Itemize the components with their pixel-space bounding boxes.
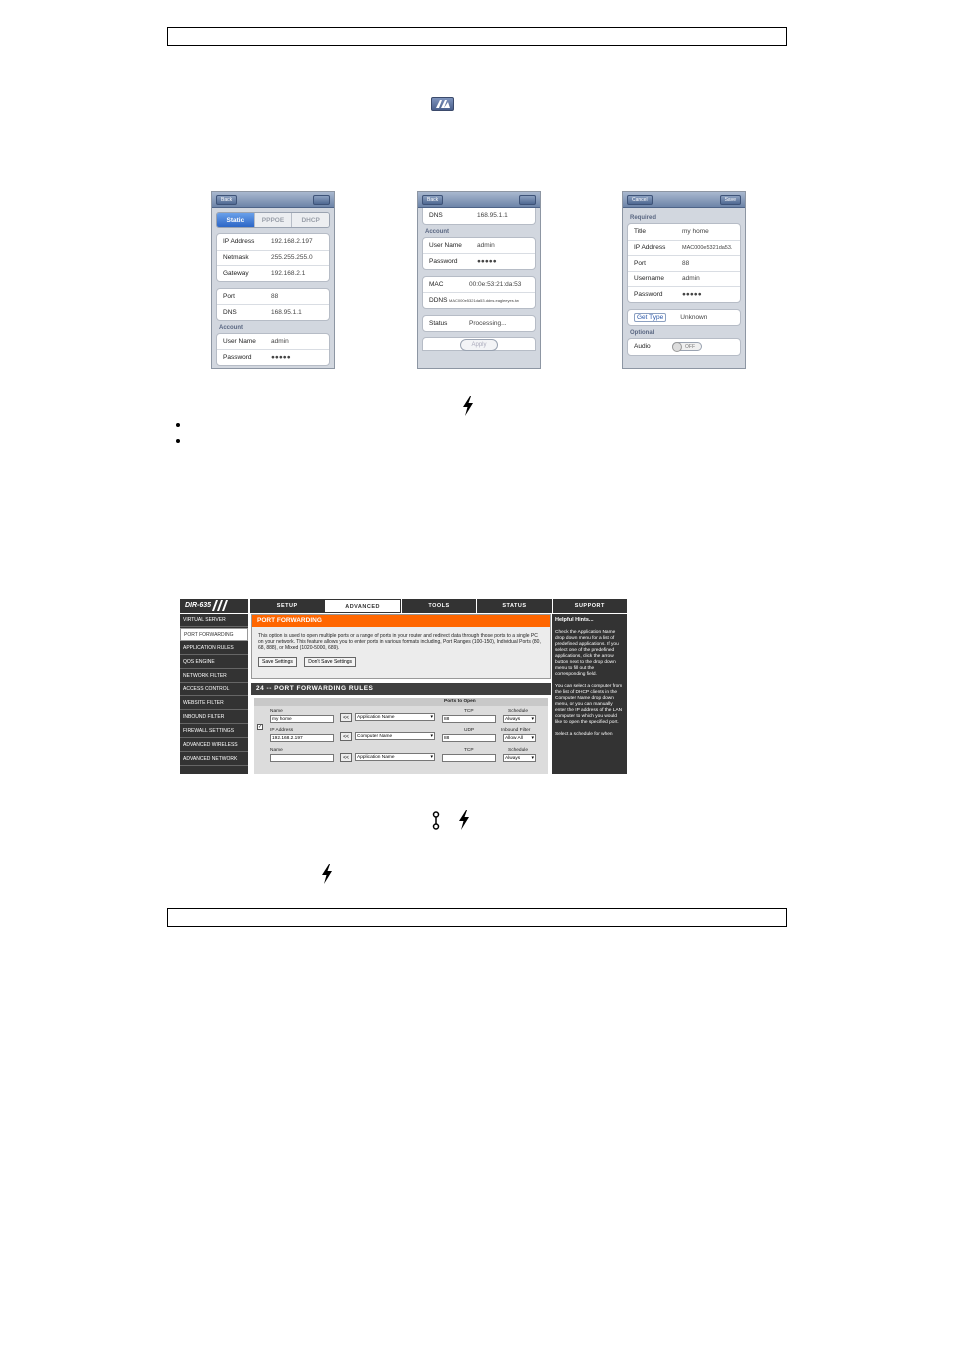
mac-row[interactable]: MAC 00:0e:53:21:da:53	[429, 280, 522, 288]
password-row[interactable]: Password ●●●●●	[628, 286, 740, 302]
app-logo-icon	[431, 97, 454, 111]
account-group	[216, 333, 330, 366]
dns-row[interactable]: DNS 168.95.1.1	[429, 212, 508, 220]
fill-application-button[interactable]: <<	[340, 713, 352, 722]
account-header: Account	[425, 228, 449, 235]
password-row[interactable]: Password ●●●●●	[423, 253, 535, 269]
sidebar-item-website-filter[interactable]: WEBSITE FILTER	[180, 697, 248, 710]
audio-row: Audio OFF	[628, 339, 740, 355]
ports-to-open-header: Ports to Open	[444, 699, 476, 704]
lightning-icon	[456, 810, 472, 830]
application-name-select[interactable]: Application Name ▾	[355, 753, 435, 761]
router-logo: DIR-635	[180, 599, 248, 613]
rules-title: 24 -- PORT FORWARDING RULES	[251, 683, 551, 695]
save-settings-button[interactable]: Save Settings	[258, 657, 297, 667]
schedule-select[interactable]: Always ▾	[503, 715, 536, 723]
cancel-button[interactable]: Cancel	[627, 195, 653, 205]
title-row[interactable]: Title my home	[634, 228, 709, 236]
router-tab-bar	[249, 599, 627, 613]
required-group	[627, 223, 741, 303]
sidebar-item-application-rules[interactable]: APPLICATION RULES	[180, 642, 248, 655]
apply-button[interactable]: Apply	[460, 339, 498, 351]
hints-text: You can select a computer from the list of DHCP clients in the Computer Name drop down menu, or you can manually enter the IP address of the LAN computer to which you would like to open the specified port.	[555, 684, 623, 725]
save-button[interactable]: Save	[720, 195, 741, 205]
segment-dhcp[interactable]: DHCP	[291, 213, 329, 227]
username-row[interactable]: User Name admin	[223, 337, 289, 345]
nav-bar	[212, 192, 334, 208]
tcp-port-input[interactable]	[442, 754, 496, 762]
username-row[interactable]: Username admin	[628, 271, 740, 287]
port-forwarding-rules	[251, 683, 551, 774]
rule-name-input[interactable]	[270, 754, 334, 762]
dns-row[interactable]: DNS 168.95.1.1	[217, 304, 329, 320]
phone-screen-account-status	[417, 191, 541, 369]
rule-enable-checkbox[interactable]: ✓	[258, 724, 263, 730]
apply-group	[422, 337, 536, 351]
router-sidebar	[180, 614, 248, 774]
phone-screen-network-settings	[211, 191, 335, 369]
tab-tools[interactable]: TOOLS	[401, 599, 476, 613]
page-header-box	[167, 27, 787, 46]
username-row[interactable]: User Name admin	[429, 241, 495, 249]
tcp-port-input[interactable]: 88	[442, 715, 496, 723]
optional-group	[627, 338, 741, 356]
required-header: Required	[630, 215, 657, 221]
sidebar-item-virtual-server[interactable]: VIRTUAL SERVER	[180, 614, 248, 627]
hints-text: Select a schedule for when	[555, 732, 613, 737]
port-row[interactable]: Port 88	[223, 292, 279, 300]
lightning-icon	[319, 864, 335, 884]
sidebar-item-access-control[interactable]: ACCESS CONTROL	[180, 683, 248, 696]
panel-description: This option is used to open multiple ports or a range of ports in your router and redirect data through those ports to a single PC on your network. This feature allows you to enter ports in various formats including, Port Ranges (100-150), Individual Ports (80, 68, 888), or Mixed (1020-5000, 689).	[258, 633, 541, 651]
key-icon	[431, 811, 441, 830]
udp-port-input[interactable]: 88	[442, 734, 496, 742]
optional-header: Optional	[630, 330, 655, 336]
gettype-row: Get Type Unknown	[628, 310, 740, 326]
computer-name-select[interactable]: Computer Name ▾	[355, 732, 435, 740]
gettype-group	[627, 309, 741, 327]
status-row: Status Processing...	[429, 319, 507, 327]
rule-name-input[interactable]: my home	[270, 715, 334, 723]
hints-title: Helpful Hints...	[555, 617, 594, 623]
nav-bar	[623, 192, 745, 208]
fill-application-button[interactable]: <<	[340, 753, 352, 762]
page-footer-box	[167, 908, 787, 927]
sidebar-item-advanced-wireless[interactable]: ADVANCED WIRELESS	[180, 739, 248, 752]
bullet-point	[176, 439, 180, 443]
back-button[interactable]: Back	[216, 195, 237, 205]
segment-static[interactable]: Static	[217, 213, 254, 227]
port-forwarding-panel	[251, 614, 551, 679]
account-header: Account	[219, 324, 243, 331]
account-group	[422, 237, 536, 270]
connection-type-segment[interactable]	[216, 212, 330, 228]
fill-computer-button[interactable]: <<	[340, 732, 352, 741]
app-logo-icon	[313, 195, 330, 205]
sidebar-item-network-filter[interactable]: NETWORK FILTER	[180, 670, 248, 683]
app-logo-icon	[519, 195, 536, 205]
sidebar-item-advanced-network[interactable]: ADVANCED NETWORK	[180, 753, 248, 766]
tab-setup[interactable]: SETUP	[249, 599, 324, 613]
ip-address-row[interactable]: IP Address 192.168.2.197	[223, 238, 313, 246]
audio-toggle[interactable]: OFF	[672, 342, 702, 351]
tab-support[interactable]: SUPPORT	[552, 599, 627, 613]
sidebar-item-firewall-settings[interactable]: FIREWALL SETTINGS	[180, 725, 248, 738]
lightning-icon	[460, 396, 476, 416]
sidebar-item-port-forwarding[interactable]: PORT FORWARDING	[180, 628, 248, 641]
port-row[interactable]: Port 88	[628, 255, 740, 271]
bullet-point	[176, 423, 180, 427]
hints-text: Check the Application Name drop down menu for a list of predefined applications. If you select one of the predefined applications, click the arrow button next to the drop down menu to fill out the corresponding field.	[555, 630, 619, 677]
back-button[interactable]: Back	[422, 195, 443, 205]
port-group	[216, 288, 330, 321]
ddns-row[interactable]: DDNS MAC000e5321da53.ddns.eagleeyes.tw	[423, 292, 535, 308]
sidebar-item-qos-engine[interactable]: QOS ENGINE	[180, 656, 248, 669]
tab-advanced[interactable]: ADVANCED	[324, 599, 400, 613]
password-row[interactable]: Password ●●●●●	[217, 349, 329, 365]
sidebar-item-inbound-filter[interactable]: INBOUND FILTER	[180, 711, 248, 724]
application-name-select[interactable]: Application Name ▾	[355, 713, 435, 721]
router-port-forwarding-screenshot	[180, 599, 627, 774]
dont-save-settings-button[interactable]: Don't Save Settings	[304, 657, 356, 667]
schedule-select[interactable]: Always ▾	[503, 754, 536, 762]
helpful-hints-panel	[552, 614, 627, 774]
ip-address-row[interactable]: IP Address MAC000e5321da53.	[628, 240, 740, 256]
tab-status[interactable]: STATUS	[476, 599, 551, 613]
status-group	[422, 315, 536, 333]
rules-table: Ports to Open ✓ Name my home IP Address 192.168.2.197 << Application Name ▾ << Computer Name ▾ TCP 88 UDP 88 Schedule Always ▾ Inbound Filter Allow All ▾ Name << Application Name ▾ TCP Schedule Always ▾	[254, 698, 548, 774]
network-group	[216, 233, 330, 282]
gateway-row[interactable]: Gateway 192.168.2.1	[217, 265, 329, 281]
inbound-filter-select[interactable]: Allow All ▾	[503, 734, 536, 742]
segment-pppoe[interactable]: PPPOE	[254, 213, 292, 227]
rule-ip-input[interactable]: 192.168.2.197	[270, 734, 334, 742]
netmask-row[interactable]: Netmask 255.255.255.0	[217, 250, 329, 266]
get-type-button[interactable]: Get Type	[634, 313, 666, 322]
panel-title: PORT FORWARDING	[252, 615, 550, 627]
router-main	[251, 614, 551, 774]
phone-screen-add-device	[622, 191, 746, 369]
dns-group	[422, 208, 536, 225]
device-group	[422, 276, 536, 309]
nav-bar	[418, 192, 540, 208]
